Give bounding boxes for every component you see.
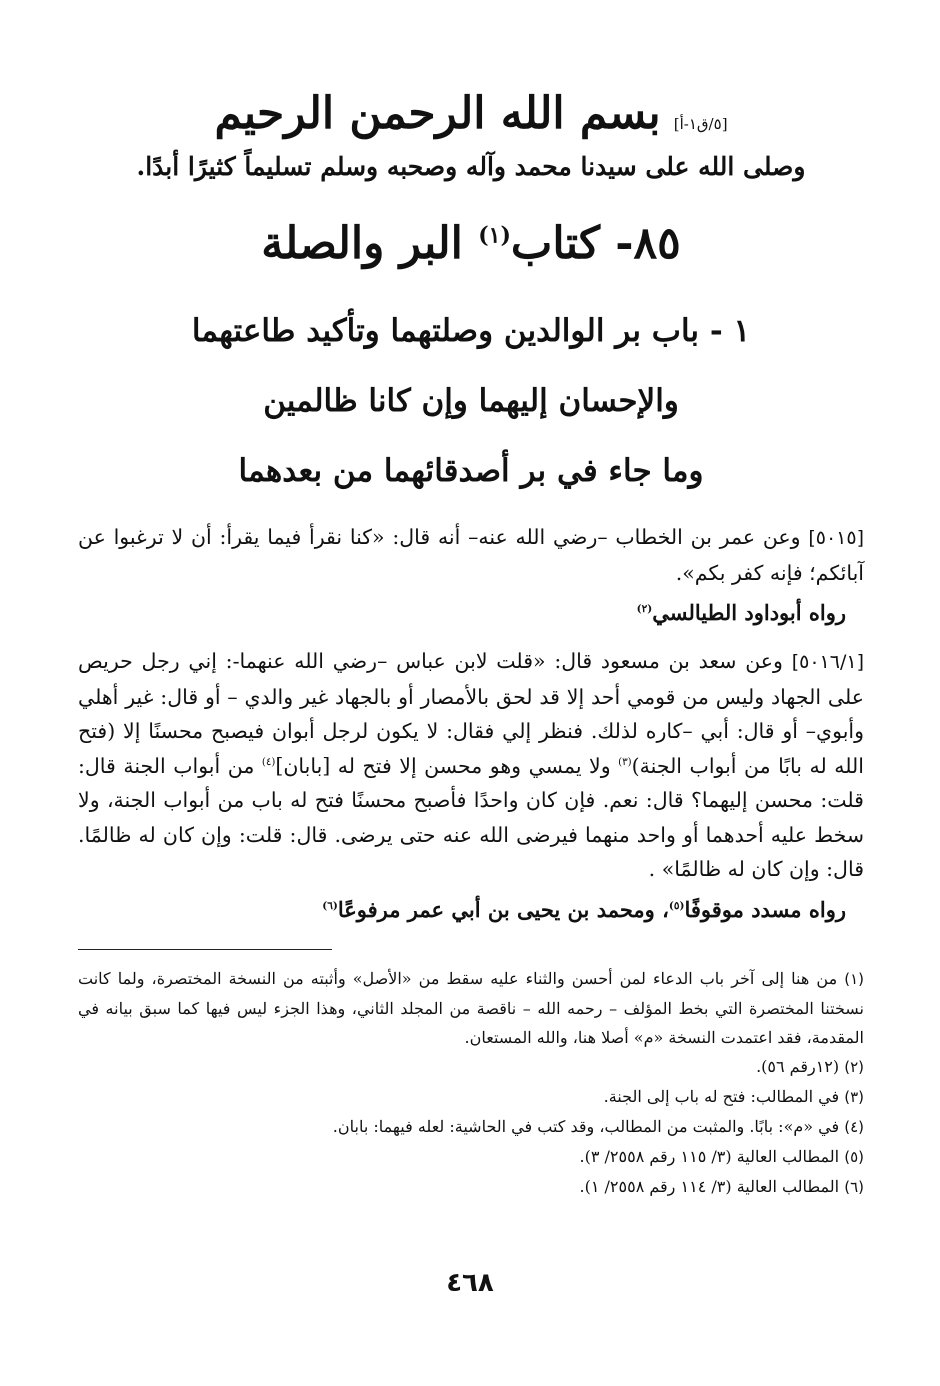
salutation: وصلى الله على سيدنا محمد وآله وصحبه وسلم تسليماً كثيرًا أبدًا. — [136, 152, 806, 181]
narration-text: رواه أبوداود الطيالسي — [652, 600, 846, 625]
footnote-text: (١٢رقم ٥٦). — [756, 1056, 840, 1076]
hadith-text: وعن سعد بن مسعود قال: «قلت لابن عباس –رضي الله عنهما-: إني رجل حريص على الجهاد وليس من قومي أحد إلا قد لحق بالأمصار أو بالجهاد غير والدي – أو قال: غير أهلي وأبوي– أو قال: أبي –كاره لذلك. فنظر إلي فقال: لا يكون لرجل أبوان فيصبح محسنًا إلا (فتح الله له بابًا من أبواب الجنة) — [78, 649, 864, 778]
manuscript-reference: [٥/ق١-أ] — [673, 114, 728, 133]
footnote-text: المطالب العالية (٣/ ١١٥ رقم ٢٥٥٨/ ٣). — [579, 1146, 840, 1166]
hadith-text: ولا يمسي وهو محسن إلا فتح له [بابان] — [275, 753, 619, 778]
hadith-text: من أبواب الجنة قال: قلت: محسن إليهما؟ قال: نعم. فإن كان واحدًا فأصبح محسنًا فتح له باب من أبواب الجنة، ولا سخط عليه أحدهما أو واحد منهما فيرضى الله عنه حتى يرضى. قال: قلت: وإن كان له ظالمًا. قال: وإن كان له ظالمًا» . — [78, 753, 864, 881]
chapter-heading — [78, 296, 864, 506]
hadith-text: وعن عمر بن الخطاب –رضي الله عنه– أنه قال: «كنا نقرأ فيما يقرأ: أن لا ترغبوا عن آبائكم؛ فإنه كفر بكم». — [78, 525, 864, 585]
footnote-text: المطالب العالية (٣/ ١١٤ رقم ٢٥٥٨/ ١). — [579, 1176, 840, 1196]
footnote — [78, 1172, 864, 1202]
book-title-rest: البر والصلة — [261, 218, 463, 269]
chapter-heading-line: والإحسان إليهما وإن كانا ظالمين — [263, 383, 679, 419]
footnote-label: (١) — [844, 969, 864, 988]
footnote-text: في المطالب: فتح له باب إلى الجنة. — [603, 1086, 840, 1106]
chapter-heading-line: ١ - باب بر الوالدين وصلتهما وتأكيد طاعتهما — [191, 313, 751, 349]
footnote-label: (٥) — [844, 1147, 864, 1166]
hadith-entry — [78, 644, 864, 887]
basmala: بسم الله الرحمن الرحيم — [214, 88, 661, 139]
chapter-heading-line: وما جاء في بر أصدقائهما من بعدهما — [238, 453, 704, 489]
footnote-marker: (٢) — [636, 603, 653, 615]
narration-source — [78, 596, 846, 630]
page-number: ٤٦٨ — [446, 1268, 494, 1298]
basmala-line — [78, 88, 864, 146]
narration-text: رواه مسدد موقوفًا — [684, 896, 846, 922]
footnote-marker: (٥) — [668, 899, 685, 912]
footnote-marker: (٤) — [261, 755, 276, 768]
footnote — [78, 1142, 864, 1172]
footnote-label: (٣) — [844, 1087, 864, 1106]
footnote — [78, 1082, 864, 1112]
footnote-separator — [78, 949, 332, 950]
footnote-marker: (٣) — [618, 755, 632, 768]
footnote-label: (٤) — [844, 1117, 864, 1136]
footnote — [78, 1112, 864, 1142]
footnote — [78, 1052, 864, 1082]
footnote-text: من هنا إلى آخر باب الدعاء لمن أحسن والثناء عليه سقط من «الأصل» وأثبته من النسخة المختصرة، ولما كانت نسختنا المختصرة التي بخط المؤلف – رحمه الله – ناقصة من المجلد الثاني، وهذا الجزء ليس فيها كما سبق بيانه في المقدمة، فقد اعتمدت النسخة «م» أصلا هنا، والله المستعان. — [78, 968, 864, 1047]
footnote — [78, 964, 864, 1052]
footnote-label: (٦) — [844, 1177, 864, 1196]
hadith-entry — [78, 520, 864, 590]
hadith-number: [٥٠١٥] — [808, 527, 864, 549]
footnote-marker: (٦) — [322, 899, 338, 912]
footnote-text: في «م»: بابًا. والمثبت من المطالب، وقد كتب في الحاشية: لعله فيهما: بابان. — [332, 1116, 840, 1136]
hadith-number: [٥٠١٦/١] — [791, 651, 864, 673]
footnote-marker: (١) — [478, 222, 511, 249]
footnotes — [78, 964, 864, 1202]
book-number-prefix: ٨٥- كتاب — [510, 218, 681, 269]
narration-source — [78, 893, 846, 927]
footnote-label: (٢) — [844, 1057, 864, 1076]
narration-text: ، ومحمد بن يحيى بن أبي عمر مرفوعًا — [337, 896, 669, 922]
book-title — [78, 218, 864, 284]
